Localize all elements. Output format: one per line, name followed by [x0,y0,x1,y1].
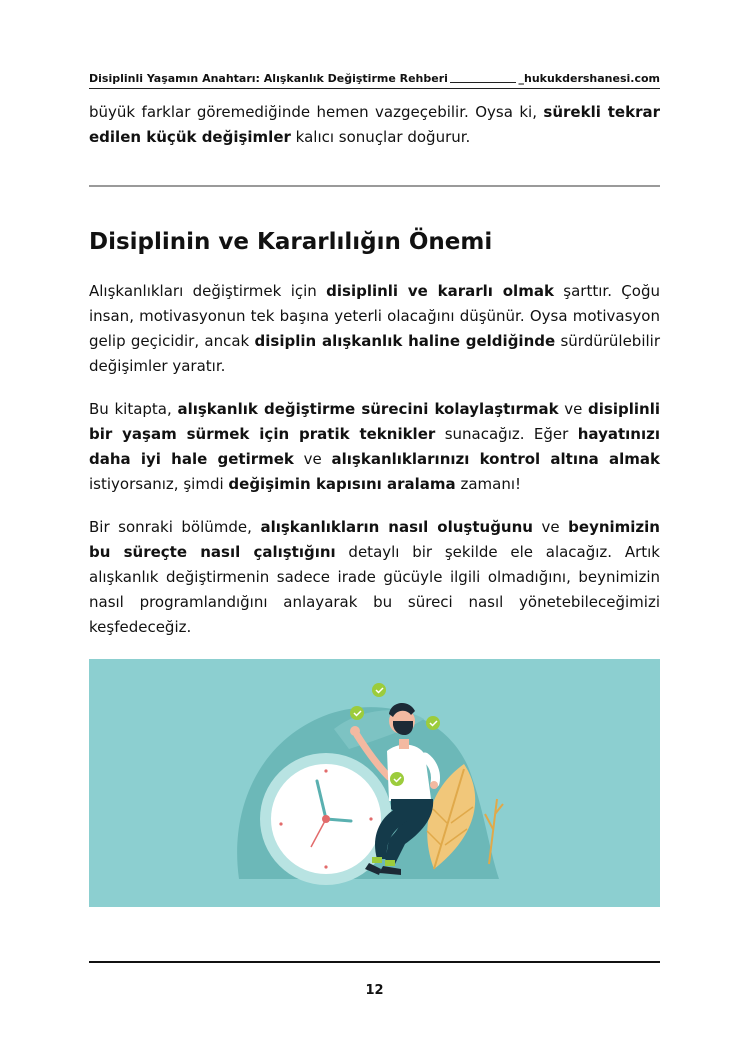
footer-rule [89,961,660,963]
p2-text-3: sunacağız. Eğer [435,425,578,443]
check-ball-icon-low [390,772,404,786]
p1-bold-1: disiplinli ve kararlı olmak [326,282,554,300]
p2-bold-3: hayatınızı daha iyi hale getirmek [89,425,660,468]
p3-text-2: ve [532,518,569,536]
p1-text-3: sürdürülebilir değişimler yaratır. [89,332,660,375]
check-ball-icon-right [426,716,440,730]
p1-bold-2: disiplin alışkanlık haline geldiğinde [254,332,556,350]
p2-text-1: Bu kitapta, [89,400,178,418]
section-divider [89,185,660,187]
paragraph-2 [89,397,660,497]
p3-bold-2: beynimizin bu süreçte nasıl çalıştığını [89,518,660,561]
check-ball-icon-left [350,706,364,720]
p2-text-2: ve [558,400,589,418]
p2-bold-5: değişimin kapısını aralama [228,475,456,493]
paragraph-3 [89,515,660,640]
intro-text-2: kalıcı sonuçlar doğurur. [290,128,471,146]
p3-text-1: Bir sonraki bölümde, [89,518,261,536]
p2-bold-1: alışkanlık değiştirme sürecini kolaylaştırmak [177,400,559,418]
section-heading: Disiplinin ve Kararlılığın Önemi [89,229,493,255]
habit-illustration [89,659,660,907]
intro-paragraph [89,100,660,150]
p3-text-3: detaylı bir şekilde ele alacağız. Artık alışkanlık değiştirmenin sadece irade gücüyle ilgili olmadığını, beynimizin nasıl programlandığını anlayarak bu süreci nasıl yönetebileceğimizi keşfedeceğiz. [89,543,660,636]
page-number: 12 [365,983,384,998]
p2-bold-4: alışkanlıklarınızı kontrol altına almak [331,450,660,468]
header-underscore-fill [450,72,517,83]
header-site: _hukukdershanesi.com [518,72,660,85]
p2-text-4: ve [293,450,332,468]
p3-bold-1: alışkanlıkların nasıl oluştuğunu [260,518,533,536]
p2-text-5: istiyorsanız, şimdi [89,475,229,493]
running-header [89,72,660,89]
paragraph-1 [89,279,660,379]
p2-text-6: zamanı! [455,475,522,493]
intro-bold-1: sürekli tekrar edilen küçük değişimler [89,103,660,146]
p1-text-2: şarttır. Çoğu insan, motivasyonun tek başına yeterli olacağını düşünür. Oysa motivasyon gelip geçicidir, ancak [89,282,660,350]
intro-text-1: büyük farklar göremediğinde hemen vazgeçebilir. Oysa ki, [89,103,544,121]
p1-text-1: Alışkanlıkları değiştirmek için [89,282,327,300]
header-title: Disiplinli Yaşamın Anahtarı: Alışkanlık Değiştirme Rehberi [89,72,448,85]
check-ball-icon-top [372,683,386,697]
p2-bold-2: disiplinli bir yaşam sürmek için pratik teknikler [89,400,660,443]
